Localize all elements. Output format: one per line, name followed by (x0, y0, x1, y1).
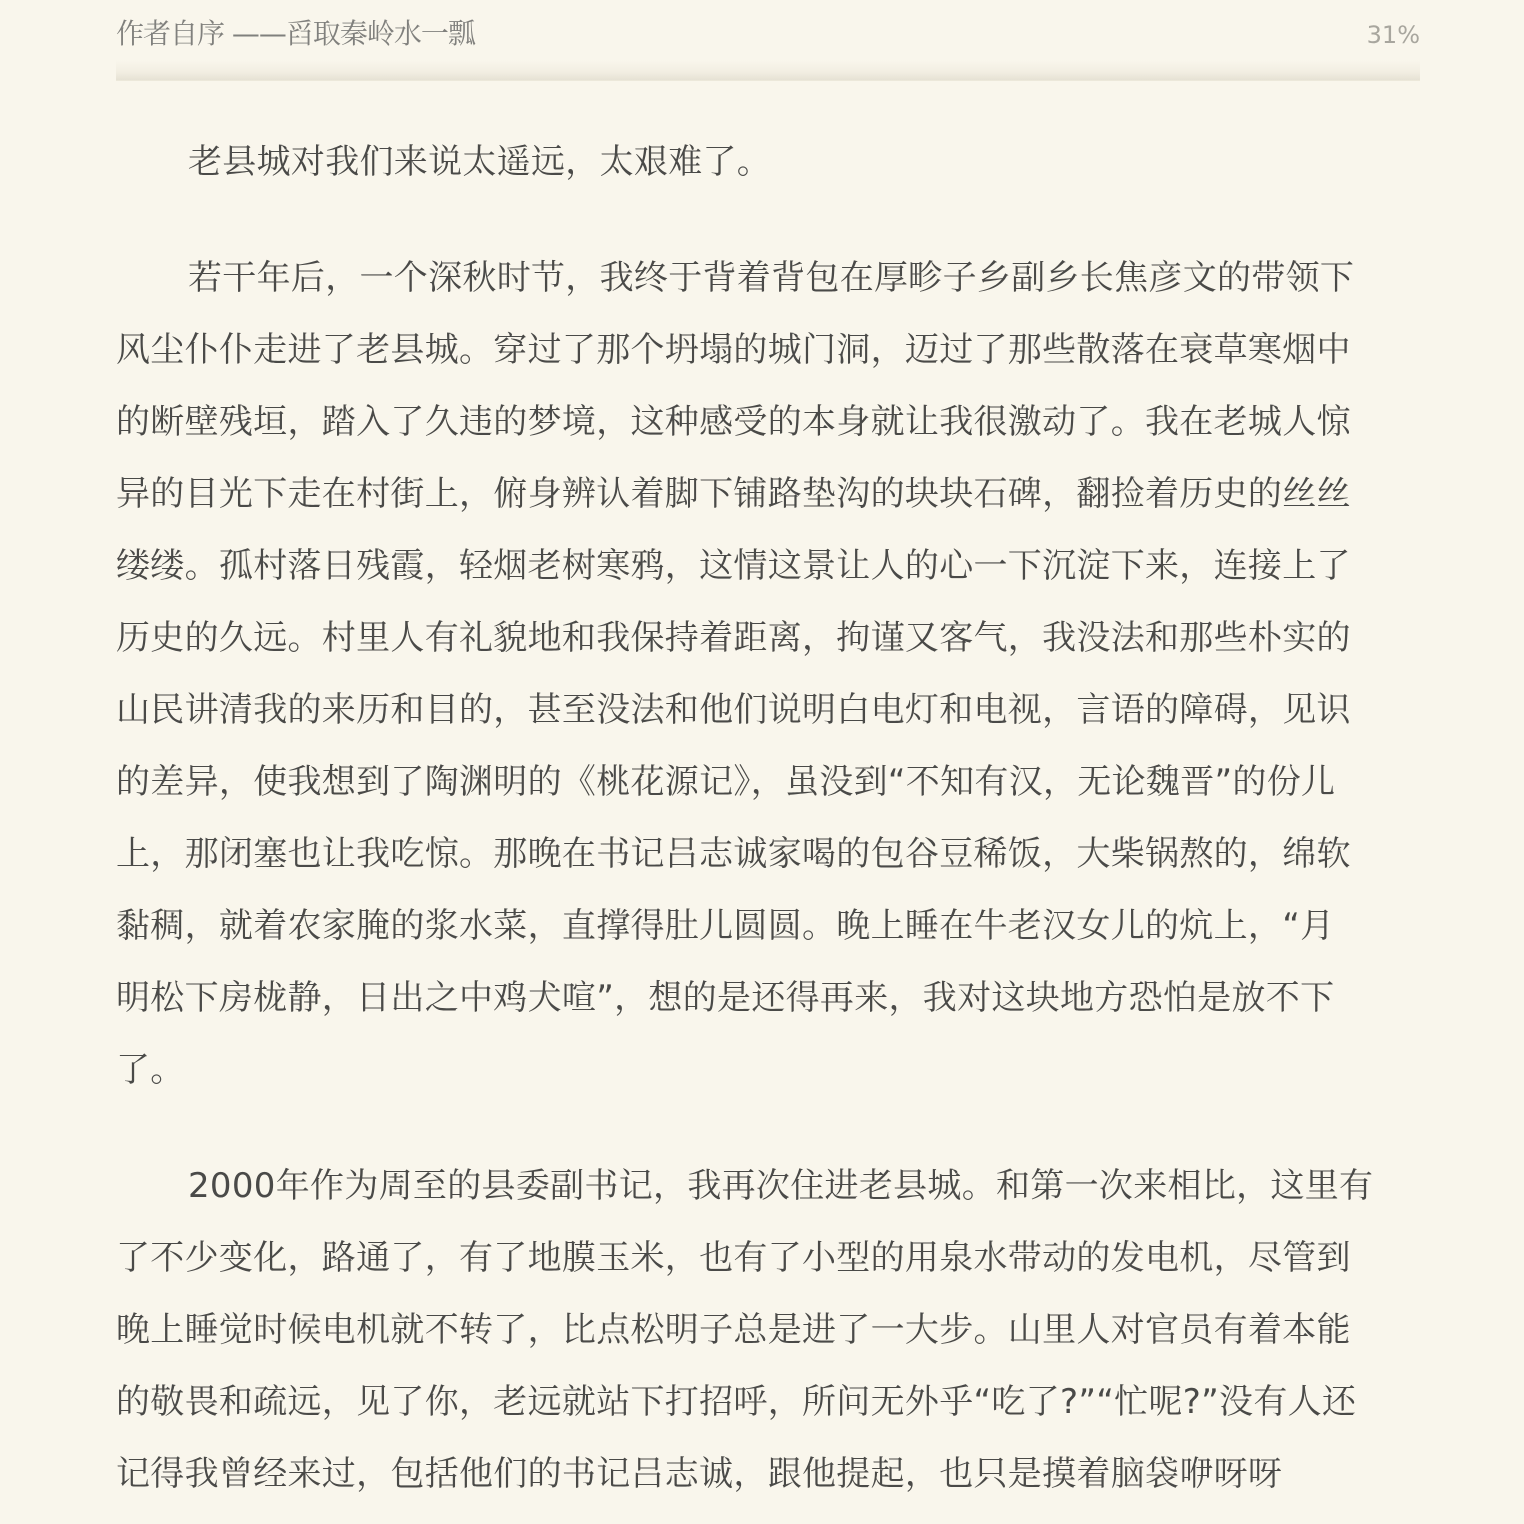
text-line: 若干年后，一个深秋时节，我终于背着背包在厚畛子乡副乡长焦彦文的带领下 (188, 258, 1355, 298)
header-divider (116, 60, 1420, 81)
text-line: 黏稠，就着农家腌的浆水菜，直撑得肚儿圆圆。晚上睡在牛老汉女儿的炕上，“月 (116, 906, 1335, 946)
text-line: 风尘仆仆走进了老县城。穿过了那个坍塌的城门洞，迈过了那些散落在衰草寒烟中 (116, 330, 1351, 370)
text-line: 了不少变化，路通了，有了地膜玉米，也有了小型的用泉水带动的发电机，尽管到 (116, 1238, 1351, 1278)
paragraph (116, 242, 1420, 1106)
reader-content[interactable] (116, 126, 1420, 1510)
text-line: 了。 (116, 1050, 185, 1090)
text-line: 老县城对我们来说太遥远，太艰难了。 (188, 142, 772, 182)
chapter-title: 作者自序 ——舀取秦岭水一瓢 (116, 17, 475, 50)
text-line: 山民讲清我的来历和目的，甚至没法和他们说明白电灯和电视，言语的障碍，见识 (116, 690, 1351, 730)
text-line: 明松下房栊静，日出之中鸡犬喧”，想的是还得再来，我对这块地方恐怕是放不下 (116, 978, 1335, 1018)
paragraph-gap (116, 1106, 1420, 1150)
text-line: 的断壁残垣，踏入了久违的梦境，这种感受的本身就让我很激动了。我在老城人惊 (116, 402, 1351, 442)
text-line: 的差异，使我想到了陶渊明的《桃花源记》，虽没到“不知有汉，无论魏晋”的份儿 (116, 762, 1336, 802)
reading-progress: 31% (1366, 21, 1420, 49)
text-line: 2000年作为周至的县委副书记，我再次住进老县城。和第一次来相比，这里有 (188, 1166, 1374, 1206)
reader-header (116, 0, 1420, 80)
text-line: 历史的久远。村里人有礼貌地和我保持着距离，拘谨又客气，我没法和那些朴实的 (116, 618, 1351, 658)
paragraph (116, 126, 1420, 198)
paragraph-gap (116, 198, 1420, 242)
text-line: 上，那闭塞也让我吃惊。那晚在书记吕志诚家喝的包谷豆稀饭，大柴锅熬的，绵软 (116, 834, 1351, 874)
paragraph (116, 1150, 1420, 1510)
text-line: 缕缕。孤村落日残霞，轻烟老树寒鸦，这情这景让人的心一下沉淀下来，连接上了 (116, 546, 1351, 586)
text-line: 记得我曾经来过，包括他们的书记吕志诚，跟他提起，也只是摸着脑袋咿呀呀 (116, 1454, 1283, 1494)
text-line: 的敬畏和疏远，见了你，老远就站下打招呼，所问无外乎“吃了?”“忙呢?”没有人还 (116, 1382, 1357, 1422)
text-line: 晚上睡觉时候电机就不转了，比点松明子总是进了一大步。山里人对官员有着本能 (116, 1310, 1351, 1350)
text-line: 异的目光下走在村街上，俯身辨认着脚下铺路垫沟的块块石碑，翻捡着历史的丝丝 (116, 474, 1351, 514)
